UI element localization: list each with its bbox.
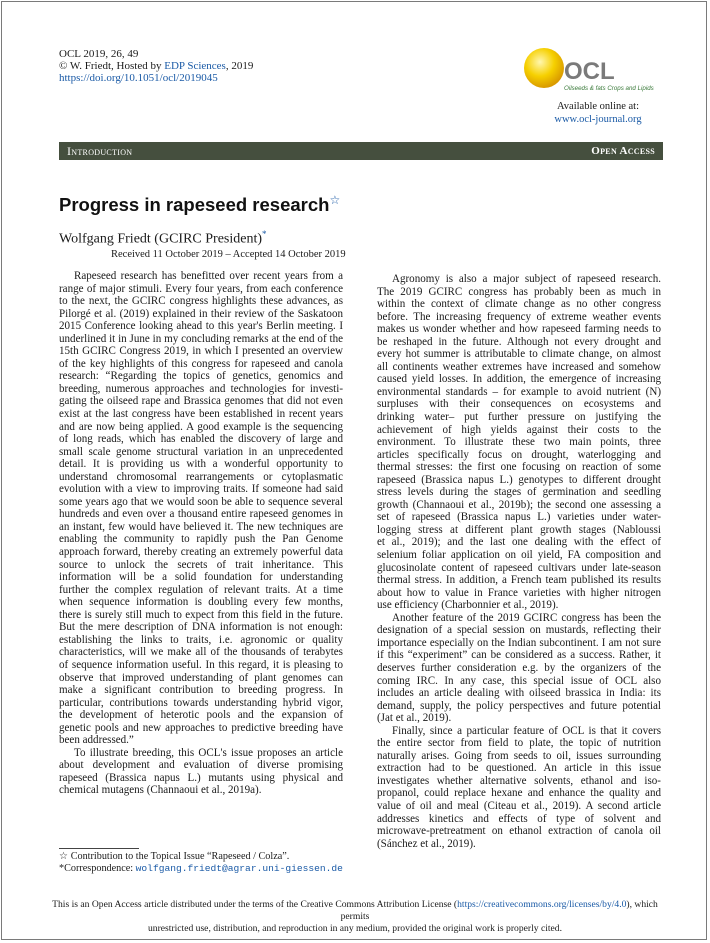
text-line: But the mere description of DNA information is not enough: xyxy=(59,621,343,634)
text-line: source to unlock the secrets of trait inheritance. This xyxy=(59,558,343,571)
text-line: deserves further consideration e.g. by the organizers of the xyxy=(377,661,661,674)
text-line: been addressed.” xyxy=(59,734,134,747)
copyright-line: © W. Friedt, Hosted by EDP Sciences, 2019 xyxy=(59,60,254,72)
text-line: further the complex regulation of relevant traits. At a time xyxy=(59,583,343,596)
text-line: addresses kinetics and effects of type of solvent and xyxy=(377,812,661,825)
open-access-badge: Open Access xyxy=(591,145,655,157)
text-line: glucosinolate content of rapeseed cultivars under late-season xyxy=(377,561,661,574)
text-line: includes an article dealing with oilseed brassica in India: its xyxy=(377,687,661,700)
text-line: before. The increasing frequency of extreme weather events xyxy=(377,310,661,323)
text-line: value of oil and meal (Citeau et al., 2019). A second article xyxy=(377,799,661,812)
footnotes xyxy=(59,851,343,875)
author-footnote-mark[interactable]: * xyxy=(262,229,267,239)
text-line: thermal stresses: the first one focusing on reaction of some xyxy=(377,461,661,474)
text-line: when sequence information is doubling every few months, xyxy=(59,596,343,609)
license-link[interactable]: https://creativecommons.org/licenses/by/4.0 xyxy=(457,899,627,910)
text-line: the development of heterotic pools and the expansion of xyxy=(59,709,343,722)
text-line: approach forward, thereby creating an extremely powerful data xyxy=(59,546,343,559)
text-line: set of rapeseed (Brassica napus L.) varieties under water- xyxy=(377,511,661,524)
text-line: growth (Channaoui et al., 2019b); the second one assessing a xyxy=(377,498,661,511)
journal-citation: OCL 2019, 26, 49 xyxy=(59,48,139,60)
text-line: coming IRC. In any case, this special issue of OCL also xyxy=(377,674,661,687)
title-footnote-mark[interactable]: ☆ xyxy=(329,193,341,207)
text-line: extraction had to be questioned. An article in this issue xyxy=(377,762,661,775)
text-line: characteristics, will we make all of the thousands of terabytes xyxy=(59,646,343,659)
article-meta xyxy=(59,48,253,84)
text-line: Rapeseed research has benefitted over recent years from a xyxy=(74,270,343,282)
text-line: all continents weather extremes have increased and somehow xyxy=(377,360,661,373)
text-line: genetic pools and new approaches to predictive breeding have xyxy=(59,721,343,734)
text-line: evolution with a view to improving traits. If someone had said xyxy=(59,483,343,496)
text-line: propanol, could replace hexane and enhance the quality and xyxy=(377,787,661,800)
section-band xyxy=(59,142,663,160)
text-line: make a significant contribution to breeding progress. In xyxy=(59,684,343,697)
logo-subtitle: Oilseeds & fats Crops and Lipids xyxy=(564,85,654,92)
text-line: of sequence information useful. In this regard, it is pleasing to xyxy=(59,658,343,671)
text-line: observe that improved understanding of plant genomes can xyxy=(59,671,343,684)
sun-icon xyxy=(524,48,564,88)
text-line: investigates whether alternative solvents, ethanol and iso- xyxy=(377,774,661,787)
ocl-logo[interactable] xyxy=(520,46,670,94)
article-title: Progress in rapeseed research☆ xyxy=(59,193,341,216)
text-line: surpluses with their consequences on ecosystems and xyxy=(377,398,661,411)
text-line: et al., 2019); and the last one dealing with the effect of xyxy=(377,536,661,549)
text-line: every hot summer is attributable to climate change, on almost xyxy=(377,348,661,361)
text-line: particular, contributions towards understanding hybrid vigor, xyxy=(59,696,343,709)
license-notice: This is an Open Access article distributed under the terms of the Creative Commons Attribution License (https://creativecommons.org/licenses/by/4.0), which permits unrestricted use, distribution, and reproduction in any medium, provided the original work is properly cited. xyxy=(52,899,658,934)
text-line: makes us wonder whether and how rapeseed farming needs to xyxy=(377,323,661,336)
text-line: range of major stimuli. Every four years, from each conference xyxy=(59,282,343,295)
text-line: about how to value in France varieties with higher nitrogen xyxy=(377,586,661,599)
text-line: small scale genome structural variation in an unprecedented xyxy=(59,445,343,458)
text-line: articles specifically focus on drought, waterlogging and xyxy=(377,448,661,461)
text-line: designation of a special session on mustards, reflecting their xyxy=(377,624,661,637)
text-line: 2015 Conference looking ahead to this year's Berlin meeting. I xyxy=(59,320,343,333)
correspondence-footnote: *Correspondence: wolfgang.friedt@agrar.uni-giessen.de xyxy=(59,863,343,874)
text-line: rapeseed (Brassica napus L.) mutants using physical and xyxy=(59,771,343,784)
text-line: gating the oilseed rape and Brassica genomes that did not even xyxy=(59,395,343,408)
text-line: within the context of climate change as no other congress xyxy=(377,298,661,311)
text-line: naturally arises. Going from seeds to oil, issues surrounding xyxy=(377,749,661,762)
text-line: if this “experiment” can be considered as a success. Rather, it xyxy=(377,649,661,662)
received-accepted: Received 11 October 2019 – Accepted 14 October 2019 xyxy=(111,249,346,260)
text-line: Finally, since a particular feature of OCL is that it covers xyxy=(392,724,661,737)
text-line: underlined it in June in my concluding remarks at the end of the xyxy=(59,332,343,345)
text-line: research: “Regarding the topics of genetics, genomics and xyxy=(59,370,343,383)
text-line: detail. It is providing us with a wonderful opportunity to xyxy=(59,458,343,471)
text-line: caused yield losses. In addition, the emergence of increasing xyxy=(377,373,661,386)
text-line: (Jat et al., 2019). xyxy=(377,712,452,725)
text-line: microwave-pretreatment on ethanol extraction of canola oil xyxy=(377,825,661,838)
text-line: drinking water– put further pressure on justifying the xyxy=(377,411,661,424)
text-line: the entire sector from field to plate, the topic of nutrition xyxy=(377,737,661,750)
text-line: rapeseed (Brassica napus L.) genotypes to different drought xyxy=(377,473,661,486)
article-page xyxy=(1,1,707,940)
text-line: hundreds and even over a thousand entire rapeseed genomes in xyxy=(59,508,343,521)
text-line: Pilorgé et al. (2019) explained in their review of the Saskatoon xyxy=(59,307,343,320)
text-line: breeding, numerous approaches and technologies for investi- xyxy=(59,382,343,395)
text-line: logging stress at different plant growth stages (Nabloussi xyxy=(377,523,661,536)
text-line: to the next, the GCIRC congress highlights these advances, as xyxy=(59,295,343,308)
right-column xyxy=(377,273,661,850)
doi-link[interactable]: https://doi.org/10.1051/ocl/2019045 xyxy=(59,72,218,84)
text-line: there is surely still much to expect from this field in the future. xyxy=(59,608,343,621)
section-label: Introduction xyxy=(67,143,133,158)
text-line: thermal stress. In addition, a French team published its results xyxy=(377,574,661,587)
availability: Available online at: www.ocl-journal.org xyxy=(554,101,642,125)
publisher-link[interactable]: EDP Sciences xyxy=(164,60,226,72)
text-line: Agronomy is also a major subject of rapeseed research. xyxy=(392,273,661,285)
text-line: (Sánchez et al., 2019). xyxy=(377,837,476,850)
footnote-rule xyxy=(59,848,139,849)
text-line: importance especially on the Indian subcontinent. I am not sure xyxy=(377,636,661,649)
text-line: 15th GCIRC Congress 2019, in which I presented an overview xyxy=(59,345,343,358)
text-line: understand chromosomal rearrangements or cytoplasmatic xyxy=(59,470,343,483)
text-line: enabling the community to rapidly push the Pan Genome xyxy=(59,533,343,546)
text-line: information will be a solid foundation for understanding xyxy=(59,571,343,584)
topical-footnote: ☆ Contribution to the Topical Issue “Rapeseed / Colza”. xyxy=(59,851,290,862)
text-line: of long reads, which has enabled the discovery of large and xyxy=(59,433,343,446)
text-line: exist at the last congress have been established in recent years xyxy=(59,408,343,421)
text-line: environmental standards – for example to avoid nutrient (N) xyxy=(377,385,661,398)
text-line: about development and evaluation of diverse promising xyxy=(59,759,343,772)
text-line: be reshaped in the future. Although not every drought and xyxy=(377,335,661,348)
text-line: an instant, few would have believed it. The new techniques are xyxy=(59,520,343,533)
text-line: demand, supply, the policy perspectives and future potential xyxy=(377,699,661,712)
text-line: achievement of high yields against their costs to the xyxy=(377,423,661,436)
left-column xyxy=(59,270,343,797)
author-line: Wolfgang Friedt (GCIRC President)* xyxy=(59,229,267,247)
email-link[interactable]: wolfgang.friedt@agrar.uni-giessen.de xyxy=(135,863,343,874)
text-line: environment. To illustrate these two main points, three xyxy=(377,436,661,449)
text-line: Another feature of the 2019 GCIRC congress has been the xyxy=(392,611,661,624)
text-line: selenium foliar application on oil yield, FA composition and xyxy=(377,549,661,562)
text-line: use efficiency (Charbonnier et al., 2019). xyxy=(377,599,559,612)
text-line: To illustrate breeding, this OCL's issue proposes an article xyxy=(74,746,343,759)
text-line: and are now being applied. A good example is the sequencing xyxy=(59,420,343,433)
text-line: establishing the links to traits, i.e. agronomic or quality xyxy=(59,633,343,646)
text-line: The 2019 GCIRC congress has probably been as much in xyxy=(377,285,661,298)
text-line: chemical mutagens (Channaoui et al., 2019a). xyxy=(59,784,262,797)
text-line: stress levels during the stages of germination and seedling xyxy=(377,486,661,499)
text-line: some years ago that we would soon be able to sequence several xyxy=(59,495,343,508)
logo-wordmark: OCL xyxy=(564,58,615,85)
journal-site-link[interactable]: www.ocl-journal.org xyxy=(554,114,642,125)
text-line: of the key highlights of this congress for rapeseed and canola xyxy=(59,357,343,370)
